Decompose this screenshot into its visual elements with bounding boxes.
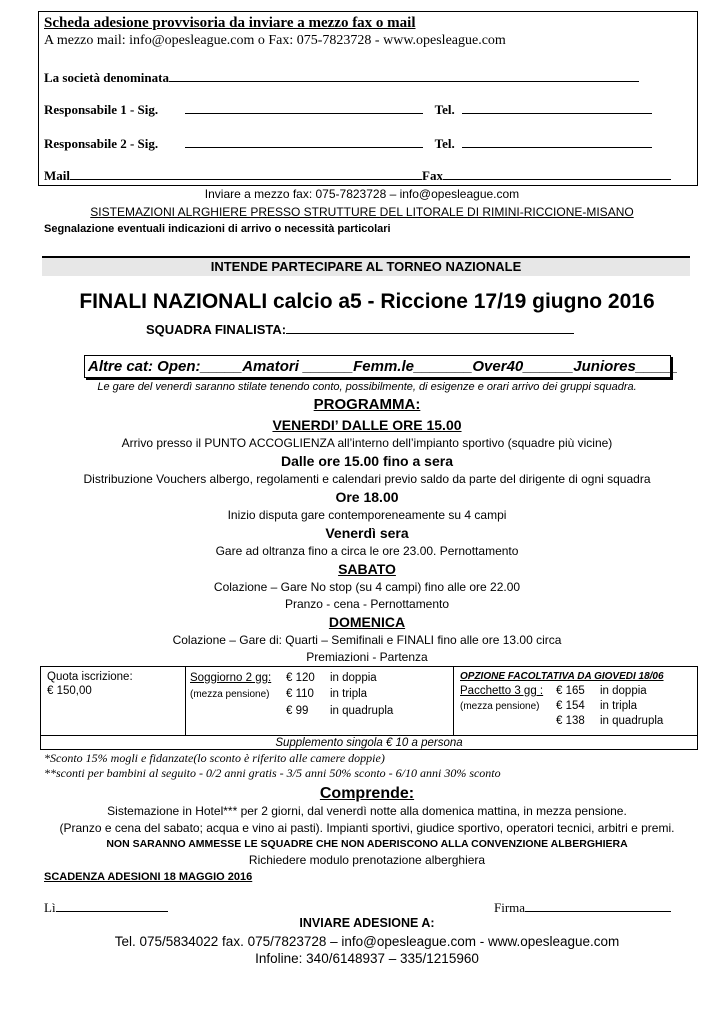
resp1-tel-field[interactable] (462, 102, 652, 114)
quota-label: Quota iscrizione: (47, 671, 133, 683)
opzione-heading: OPZIONE FACOLTATIVA DA GIOVEDI 18/06 (460, 671, 664, 682)
intende-banner: INTENDE PARTECIPARE AL TORNEO NAZIONALE (42, 256, 690, 276)
infoline: Infoline: 340/6148937 – 335/1215960 (255, 951, 479, 966)
sabato-text1: Colazione – Gare No stop (su 4 campi) fino alle ore 22.00 (213, 580, 521, 594)
price-2gg-tripla: € 110 (286, 688, 314, 700)
resp2-label: Responsabile 2 - Sig. (44, 136, 159, 151)
domenica-heading: DOMENICA (328, 614, 406, 630)
room3-doppia: in doppia (600, 685, 647, 697)
room-quadrupla: in quadrupla (330, 705, 394, 717)
contatti-line: Tel. 075/5834022 fax. 075/7823728 – info@opesleague.com - www.opesleague.com (114, 934, 620, 949)
sabato-text2: Pranzo - cena - Pernottamento (284, 597, 450, 611)
comprende-text2: (Pranzo e cena del sabato; acqua e vino ai pasti). Impianti sportivi, giudice sportivo, operatori tecnici, arbitri e premi. (59, 821, 675, 835)
price-2gg-doppia: € 120 (286, 672, 315, 684)
price-3gg-doppia: € 165 (556, 685, 585, 697)
sabato-heading: SABATO (338, 561, 396, 577)
room-tripla: in tripla (330, 688, 368, 700)
room3-quadrupla: in quadrupla (600, 715, 664, 727)
firma-label: Firma (494, 900, 526, 915)
societa-label: La società denominata (44, 70, 169, 85)
societa-field[interactable] (169, 70, 639, 82)
form-subtitle: A mezzo mail: info@opesleague.com o Fax: 075-7823728 - www.opesleague.com (44, 33, 506, 48)
li-field[interactable] (56, 900, 168, 912)
gare-note: Le gare del venerdì saranno stilate tenendo conto, possibilmente, di esigenze e orari arrivo dei gruppi squadra. (97, 381, 637, 393)
room-doppia: in doppia (330, 672, 377, 684)
fax-label: Fax (422, 168, 443, 183)
resp1-field[interactable] (185, 102, 423, 114)
send-line: Inviare a mezzo fax: 075-7823728 – info@opesleague.com (204, 187, 520, 201)
mail-row (44, 168, 671, 184)
registration-form-box (38, 11, 698, 186)
venerdi-heading: VENERDI’ DALLE ORE 15.00 (272, 417, 462, 433)
fax-field[interactable] (443, 168, 671, 180)
price-2gg-quadrupla: € 99 (286, 705, 309, 717)
ore18-text: Inizio disputa gare contemporeneamente su 4 campi (227, 508, 507, 522)
resp2-row (44, 136, 652, 152)
programma-heading: PROGRAMMA: (313, 396, 421, 413)
domenica-text2: Premiazioni - Partenza (306, 650, 428, 664)
scadenza-adesioni: SCADENZA ADESIONI 18 MAGGIO 2016 (44, 871, 253, 883)
room3-tripla: in tripla (600, 700, 638, 712)
li-label: Lì (44, 900, 56, 915)
soggiorno-cell (186, 667, 454, 735)
price-3gg-quadrupla: € 138 (556, 715, 585, 727)
sconto-bambini: **sconti per bambini al seguito - 0/2 anni gratis - 3/5 anni 50% sconto - 6/10 anni 30% sconto (44, 766, 501, 780)
quota-cell (41, 667, 186, 735)
sera-heading: Dalle ore 15.00 fino a sera (281, 453, 453, 469)
mezza-pensione-label: (mezza pensione) (190, 689, 270, 700)
resp2-tel-label: Tel. (434, 136, 455, 151)
quota-value: € 150,00 (47, 685, 92, 697)
resp2-field[interactable] (185, 136, 423, 148)
venerdi-text: Arrivo presso il PUNTO ACCOGLIENZA all’interno dell’impianto sportivo (squadre più vicine) (121, 436, 613, 450)
pacchetto-label: Pacchetto 3 gg : (460, 685, 544, 697)
mail-label: Mail (44, 168, 70, 183)
li-row (44, 900, 168, 916)
form-title: Scheda adesione provvisoria da inviare a mezzo fax o mail (44, 15, 416, 31)
firma-row (494, 900, 671, 916)
main-title: FINALI NAZIONALI calcio a5 - Riccione 17/19 giugno 2016 (79, 290, 655, 313)
supplemento-row: Supplemento singola € 10 a persona (41, 735, 697, 750)
comprende-heading: Comprende: (319, 785, 415, 802)
firma-field[interactable] (525, 900, 671, 912)
quota-table (40, 666, 698, 750)
segnalazione-line: Segnalazione eventuali indicazioni di arrivo o necessità particolari (44, 223, 391, 235)
squadra-label: SQUADRA FINALISTA: (146, 322, 287, 337)
resp1-label: Responsabile 1 - Sig. (44, 102, 159, 117)
non-saranno-notice: NON SARANNO AMMESSE LE SQUADRE CHE NON ADERISCONO ALLA CONVENZIONE ALBERGHIERA (106, 838, 628, 850)
price-3gg-tripla: € 154 (556, 700, 585, 712)
squadra-row (146, 322, 574, 337)
sconto-mogli: *Sconto 15% mogli e fidanzate(lo sconto è riferito alle camere doppie) (44, 751, 385, 765)
ore18-heading: Ore 18.00 (335, 489, 399, 505)
sera-text: Distribuzione Vouchers albergo, regolamenti e calendari previo saldo da parte del dirigente di ogni squadra (83, 472, 651, 486)
vsera-text: Gare ad oltranza fino a circa le ore 23.00. Pernottamento (215, 544, 519, 558)
altre-categorie-box: Altre cat: Open:_____Amatori ______Femm.le_______Over40______Juniores_____ (84, 355, 671, 378)
richiedere-modulo: Richiedere modulo prenotazione alberghiera (248, 853, 486, 867)
resp2-tel-field[interactable] (462, 136, 652, 148)
opzione-cell (454, 667, 697, 735)
societa-row (44, 70, 639, 86)
comprende-text1: Sistemazione in Hotel*** per 2 giorni, dal venerdì notte alla domenica mattina, in mezza pensione. (107, 804, 627, 818)
mail-field[interactable] (70, 168, 422, 180)
domenica-text1: Colazione – Gare di: Quarti – Semifinali e FINALI fino alle ore 13.00 circa (172, 633, 562, 647)
soggiorno-label: Soggiorno 2 gg: (190, 672, 272, 684)
inviare-heading: INVIARE ADESIONE A: (299, 916, 435, 930)
resp1-tel-label: Tel. (434, 102, 455, 117)
sistemazioni-line: SISTEMAZIONI ALRGHIERE PRESSO STRUTTURE DEL LITORALE DI RIMINI-RICCIONE-MISANO (90, 205, 634, 219)
mezza-pensione-label-3: (mezza pensione) (460, 701, 540, 712)
resp1-row (44, 102, 652, 118)
squadra-field[interactable] (286, 322, 574, 334)
vsera-heading: Venerdì sera (325, 525, 409, 541)
